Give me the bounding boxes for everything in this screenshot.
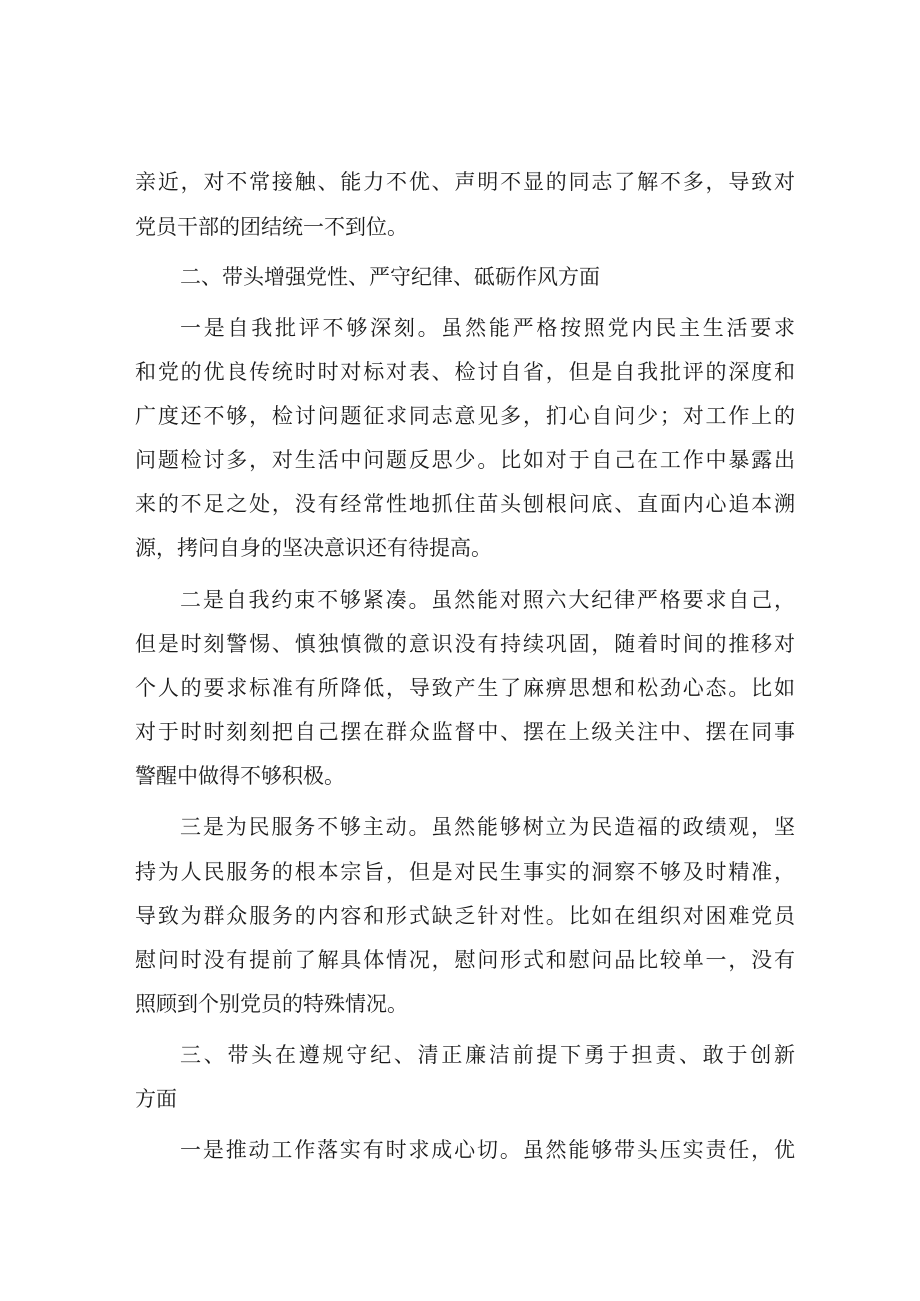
body-text-line: 个人的要求标准有所降低，导致产生了麻痹思想和松劲心态。比如 bbox=[135, 676, 795, 700]
body-text-line: 二是自我约束不够紧凑。虽然能对照六大纪律严格要求自己， bbox=[180, 588, 795, 612]
body-text-line: 对于时时刻刻把自己摆在群众监督中、摆在上级关注中、摆在同事 bbox=[135, 720, 795, 744]
body-text-line: 和党的优良传统时时对标对表、检讨自省，但是自我批评的深度和 bbox=[135, 360, 795, 384]
section-heading: 三、带头在遵规守纪、清正廉洁前提下勇于担责、敢于创新 bbox=[180, 1043, 795, 1067]
body-text-line: 慰问时没有提前了解具体情况，慰问形式和慰问品比较单一，没有 bbox=[135, 948, 795, 972]
body-text-line: 警醒中做得不够积极。 bbox=[135, 764, 345, 788]
body-text-line: 亲近，对不常接触、能力不优、声明不显的同志了解不多，导致对 bbox=[135, 170, 795, 194]
section-heading: 二、带头增强党性、严守纪律、砥砺作风方面 bbox=[180, 265, 600, 289]
body-text-line: 导致为群众服务的内容和形式缺乏针对性。比如在组织对困难党员 bbox=[135, 904, 795, 928]
body-text-line: 三是为民服务不够主动。虽然能够树立为民造福的政绩观，坚 bbox=[180, 815, 795, 839]
body-text-line: 问题检讨多，对生活中问题反思少。比如对于自己在工作中暴露出 bbox=[135, 448, 795, 472]
body-text-line: 持为人民服务的根本宗旨，但是对民生事实的洞察不够及时精准， bbox=[135, 860, 795, 884]
section-heading: 方面 bbox=[135, 1087, 177, 1111]
body-text-line: 党员干部的团结统一不到位。 bbox=[135, 215, 408, 239]
body-text-line: 照顾到个别党员的特殊情况。 bbox=[135, 992, 408, 1016]
body-text-line: 但是时刻警惕、慎独慎微的意识没有持续巩固，随着时间的推移对 bbox=[135, 632, 795, 656]
body-text-line: 源，拷问自身的坚决意识还有待提高。 bbox=[135, 536, 492, 560]
body-text-line: 来的不足之处，没有经常性地抓住苗头刨根问底、直面内心追本溯 bbox=[135, 492, 795, 516]
body-text-line: 一是自我批评不够深刻。虽然能严格按照党内民主生活要求 bbox=[180, 316, 795, 340]
body-text-line: 广度还不够，检讨问题征求同志意见多，扪心自问少；对工作上的 bbox=[135, 404, 795, 428]
body-text-line: 一是推动工作落实有时求成心切。虽然能够带头压实责任，优 bbox=[180, 1138, 795, 1162]
